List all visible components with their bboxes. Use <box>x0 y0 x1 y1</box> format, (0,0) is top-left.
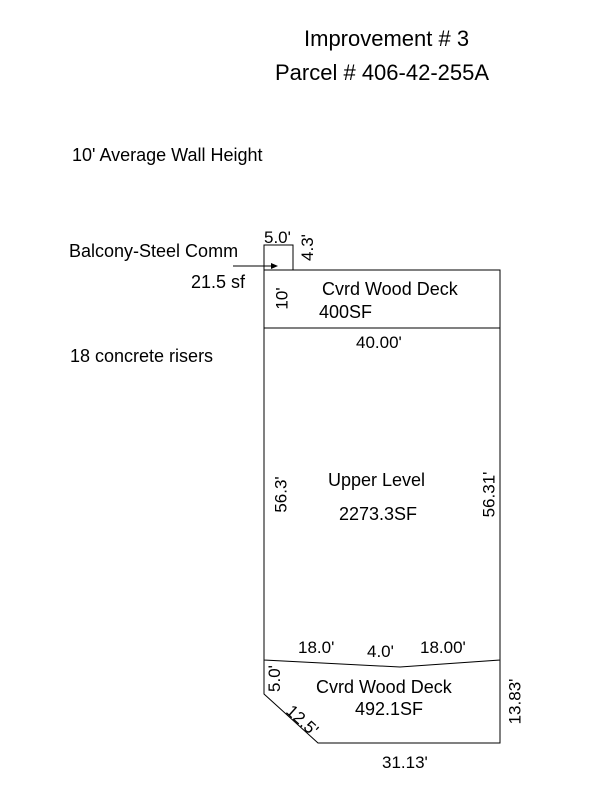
parcel-title: Parcel # 406-42-255A <box>275 60 490 85</box>
upper-level-left-dim: 56.3' <box>271 476 291 513</box>
bottom-deck-diagonal-dim: 12.5' <box>282 701 323 740</box>
bottom-deck-right-dim: 13.83' <box>505 678 525 725</box>
top-deck-area: 400SF <box>319 302 373 322</box>
risers-note: 18 concrete risers <box>70 346 214 366</box>
upper-level-right-dim: 56.31' <box>479 471 499 518</box>
balcony-area: 21.5 sf <box>191 272 246 292</box>
upper-level-outline <box>264 328 500 667</box>
bottom-deck-left-dim: 5.0' <box>264 665 284 692</box>
upper-level-name: Upper Level <box>328 470 426 490</box>
top-deck-name: Cvrd Wood Deck <box>322 279 458 299</box>
upper-level-bottom-left-dim: 18.0' <box>298 638 335 657</box>
bottom-deck-name: Cvrd Wood Deck <box>316 677 452 697</box>
upper-level-area: 2273.3SF <box>339 504 418 524</box>
balcony-depth-dim: 4.3' <box>297 234 317 261</box>
bottom-deck-area: 492.1SF <box>355 699 424 719</box>
top-deck-depth-dim: 10' <box>272 287 292 310</box>
wall-height-note: 10' Average Wall Height <box>72 145 263 165</box>
bottom-deck-bottom-dim: 31.13' <box>382 753 428 772</box>
improvement-title: Improvement # 3 <box>304 26 470 51</box>
balcony-width-dim: 5.0' <box>264 228 291 247</box>
upper-level-bottom-mid-dim: 4.0' <box>367 642 394 661</box>
top-deck-width-dim: 40.00' <box>356 333 402 352</box>
balcony-label: Balcony-Steel Comm <box>69 241 239 261</box>
balcony-leader-arrowhead <box>271 263 278 269</box>
upper-level-bottom-right-dim: 18.00' <box>420 638 466 657</box>
